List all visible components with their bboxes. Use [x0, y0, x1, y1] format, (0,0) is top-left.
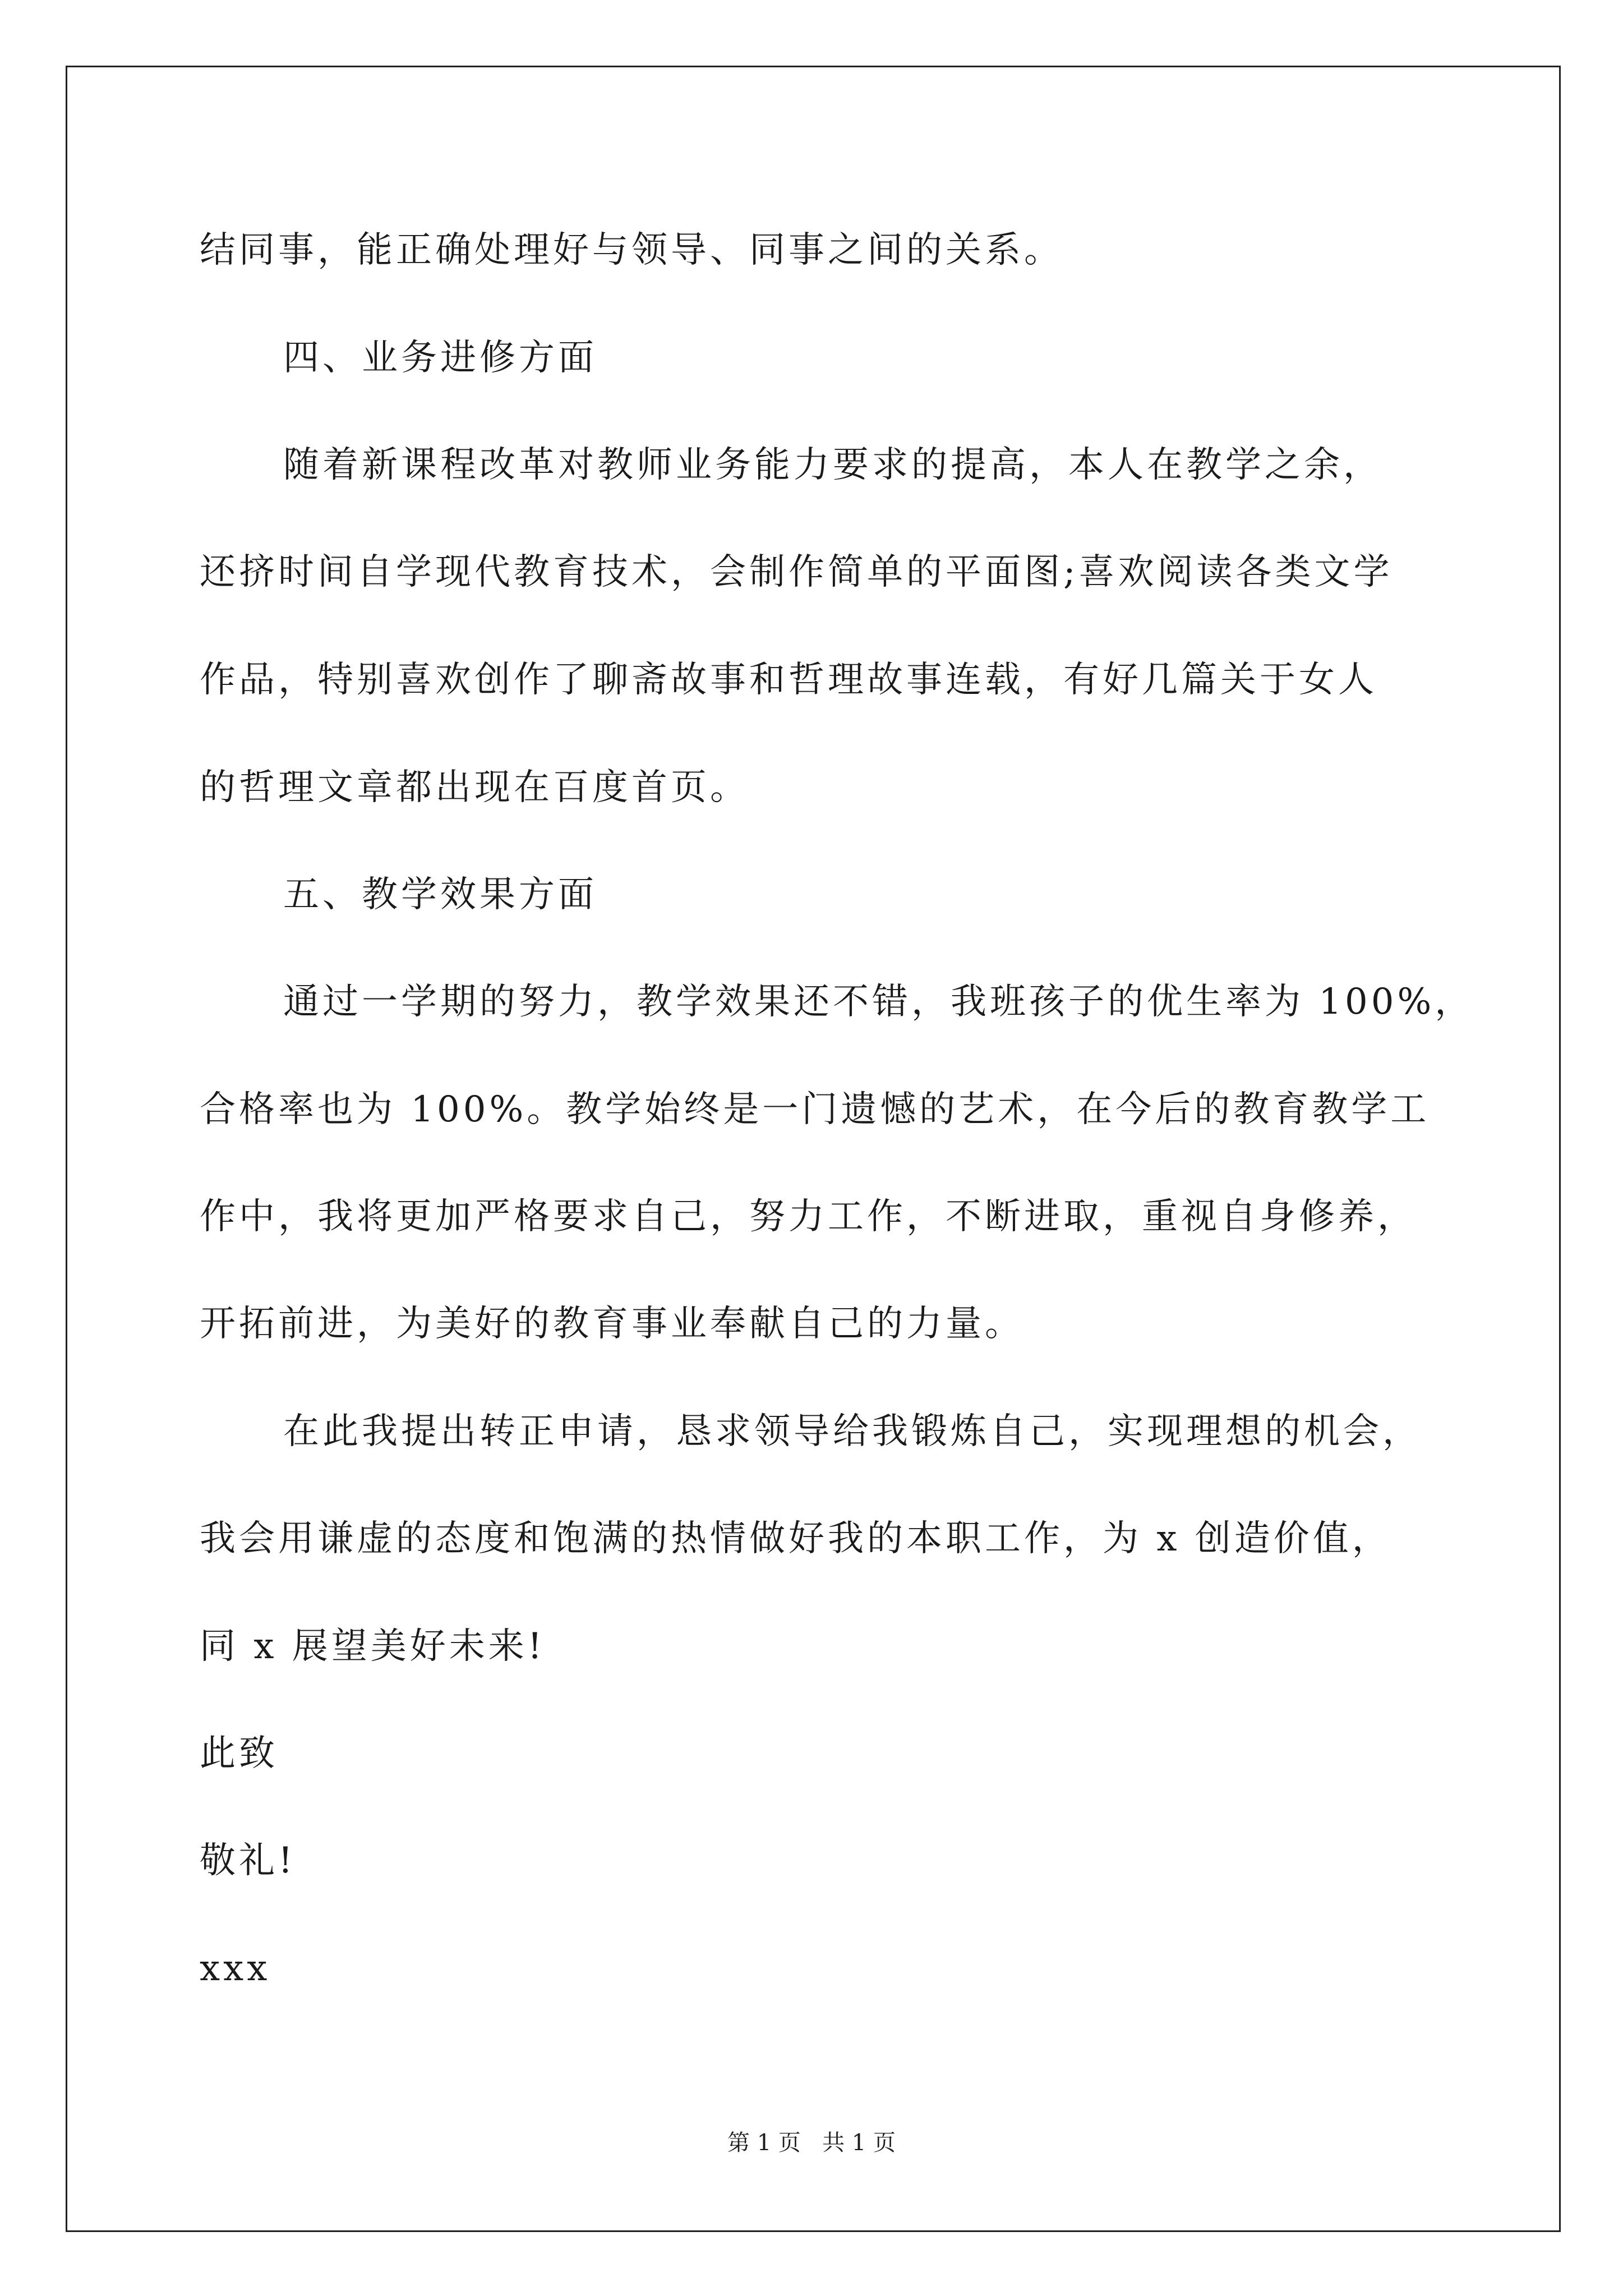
- paragraph-line: 合格率也为 100%。教学始终是一门遗憾的艺术，在今后的教育教学工: [200, 1089, 1430, 1130]
- paragraph-line: 作品，特别喜欢创作了聊斋故事和哲理故事连载，有好几篇关于女人: [200, 659, 1377, 701]
- paragraph-line: 的哲理文章都出现在百度首页。: [200, 767, 749, 808]
- paragraph-line: 作中，我将更加严格要求自己，努力工作，不断进取，重视自身修养，: [200, 1196, 1417, 1237]
- paragraph-line: 开拓前进，为美好的教育事业奉献自己的力量。: [200, 1303, 1024, 1345]
- section-heading: 五、教学效果方面: [283, 874, 597, 915]
- paragraph-line: 结同事，能正确处理好与领导、同事之间的关系。: [200, 229, 1063, 271]
- paragraph-line: 我会用谦虚的态度和饱满的热情做好我的本职工作，为 x 创造价值，: [200, 1518, 1391, 1559]
- section-heading: 四、业务进修方面: [283, 337, 597, 379]
- page-indicator: 第 1 页 共 1 页: [727, 2130, 896, 2156]
- paragraph-line: 还挤时间自学现代教育技术，会制作简单的平面图;喜欢阅读各类文学: [200, 551, 1393, 593]
- closing-salutation: 此致: [200, 1733, 278, 1774]
- closing-regards: 敬礼!: [200, 1840, 296, 1881]
- paragraph-line: 在此我提出转正申请，恳求领导给我锻炼自己，实现理想的机会，: [283, 1411, 1422, 1452]
- paragraph-line: 随着新课程改革对教师业务能力要求的提高，本人在教学之余，: [283, 444, 1382, 486]
- page-border: [66, 66, 1561, 2232]
- signature: xxx: [200, 1948, 271, 1989]
- paragraph-line: 通过一学期的努力，教学效果还不错，我班孩子的优生率为 100%，: [283, 981, 1474, 1023]
- paragraph-line: 同 x 展望美好未来!: [200, 1626, 546, 1667]
